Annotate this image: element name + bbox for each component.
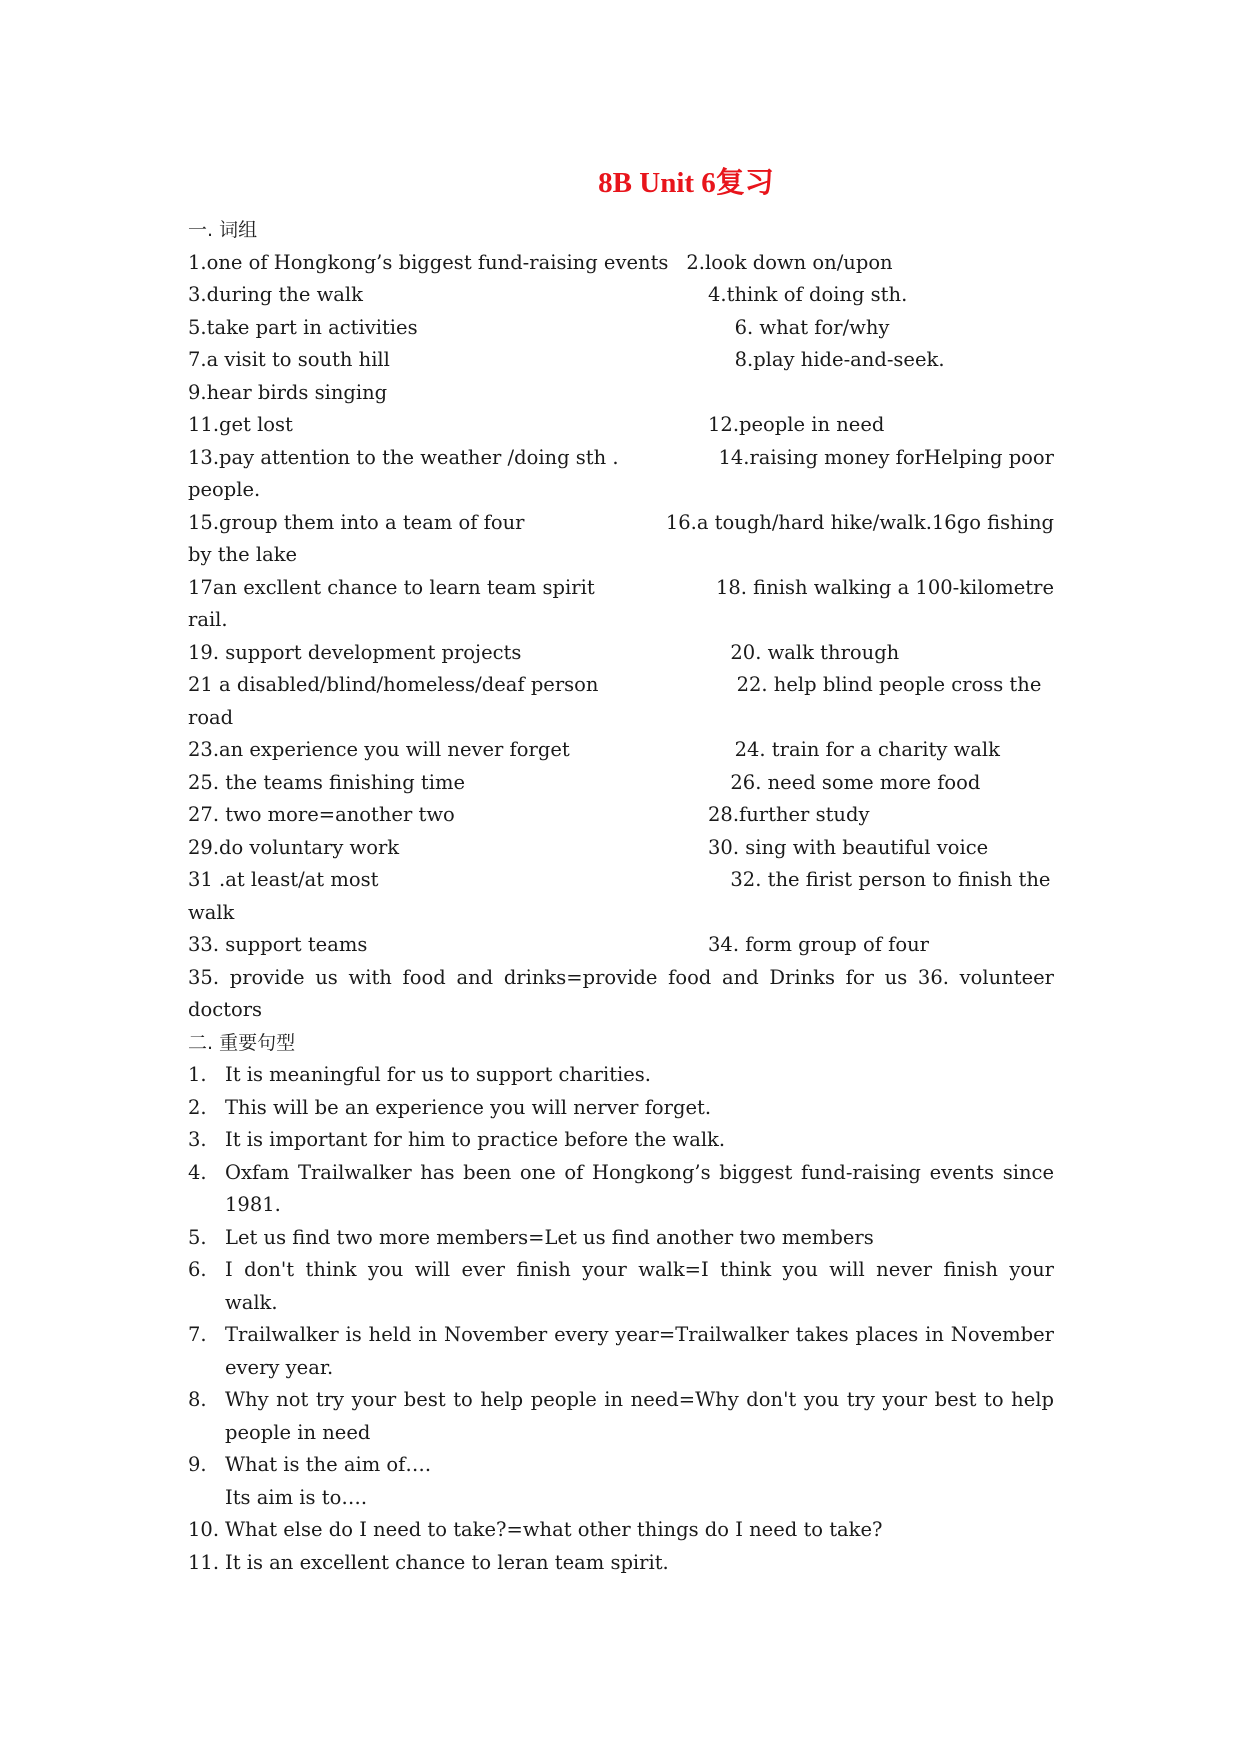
sentence-line: I don't think you will ever finish your walk=I think you will never finish your [225, 1258, 1054, 1281]
sentence-text [225, 1157, 1054, 1222]
phrase-right: 4.think of doing sth. [708, 283, 908, 306]
sentence-item [188, 1157, 1054, 1222]
phrase-row [188, 312, 1054, 345]
phrase-left: 33. support teams [188, 933, 368, 956]
phrase-left: 19. support development projects [188, 640, 522, 664]
document-page [188, 160, 1054, 1579]
phrase-right: 2.look down on/upon [674, 250, 893, 274]
phrase-left: 1.one of Hongkong’s biggest fund-raising events [188, 250, 669, 274]
sentence-line: It is important for him to practice before the walk. [225, 1128, 726, 1151]
sentence-text [225, 1124, 1054, 1157]
phrase-row [188, 409, 1054, 442]
sentence-line: every year. [225, 1355, 334, 1379]
phrase-right: 34. form group of four [708, 933, 929, 956]
sentence-item [188, 1449, 1054, 1514]
sentence-line: What else do I need to take?=what other things do I need to take? [225, 1518, 883, 1541]
phrase-left: 23.an experience you will never forget [188, 738, 570, 761]
phrase-row [188, 929, 1054, 962]
sentence-item [188, 1222, 1054, 1255]
sentence-line: It is an excellent chance to leran team spirit. [225, 1550, 669, 1574]
page-title: 8B Unit 6复习 [598, 167, 774, 199]
sentence-item [188, 1319, 1054, 1384]
sentence-line: walk. [225, 1290, 278, 1314]
sentence-line: Let us find two more members=Let us find another two members [225, 1225, 874, 1249]
sentence-line: 1981. [225, 1193, 281, 1216]
phrase-left: 3.during the walk [188, 283, 363, 306]
phrase-left: 5.take part in activities [188, 315, 418, 339]
phrase-row [188, 637, 1054, 670]
phrase-left: 17an excllent chance to learn team spirit [188, 575, 595, 599]
phrase-row [188, 669, 1054, 702]
phrase-row [188, 572, 1054, 605]
phrase-right: 26. need some more food [718, 770, 981, 794]
phrase-continuation: road [188, 705, 234, 729]
phrase-row [188, 734, 1054, 767]
sentence-text [225, 1254, 1054, 1319]
sentence-item [188, 1254, 1054, 1319]
phrase-right: 8.play hide-and-seek. [716, 348, 945, 371]
section-heading-phrases: 一. 词组 [188, 219, 258, 241]
phrase-right: 16.a tough/hard hike/walk.16go fishing [665, 510, 1054, 534]
sentence-number: 5. [188, 1225, 207, 1249]
phrase-right: 6. what for/why [716, 315, 890, 339]
sentence-number: 1. [188, 1063, 207, 1086]
sentence-text [225, 1384, 1054, 1449]
phrase-left: 11.get lost [188, 413, 293, 436]
sentence-line: What is the aim of…. [225, 1453, 432, 1476]
sentence-text [225, 1547, 1054, 1580]
sentence-text [225, 1222, 1054, 1255]
sentence-text [225, 1319, 1054, 1384]
phrase-right: 18. finish walking a 100-kilometre [703, 575, 1054, 599]
phrase-row [188, 799, 1054, 832]
phrase-left: 31 .at least/at most [188, 868, 379, 891]
phrase-row [188, 442, 1054, 475]
phrase-right: 24. train for a charity walk [716, 738, 1000, 761]
sentence-line: It is meaningful for us to support charities. [225, 1063, 652, 1086]
sentence-number: 9. [188, 1453, 207, 1476]
phrase-right: 12.people in need [708, 413, 885, 436]
sentence-number: 10. [188, 1518, 220, 1541]
sentence-line: people in need [225, 1420, 371, 1444]
sentence-line: Oxfam Trailwalker has been one of Hongkong’s biggest fund-raising events since [225, 1160, 1054, 1184]
sentence-item [188, 1384, 1054, 1449]
sentence-number: 11. [188, 1550, 220, 1574]
sentence-item [188, 1092, 1054, 1125]
sentence-item [188, 1514, 1054, 1547]
phrase-row [188, 864, 1054, 897]
sentence-line: Trailwalker is held in November every year=Trailwalker takes places in November [225, 1323, 1054, 1346]
phrase-row [188, 767, 1054, 800]
sentence-item [188, 1124, 1054, 1157]
sentence-text [225, 1092, 1054, 1125]
sentence-item [188, 1547, 1054, 1580]
phrase-continuation: rail. [188, 608, 228, 631]
phrase-list [188, 247, 1054, 1027]
phrase-left: 21 a disabled/blind/homeless/deaf person [188, 673, 599, 696]
sentence-number: 2. [188, 1095, 207, 1119]
phrase-left: 7.a visit to south hill [188, 348, 390, 371]
phrase-row [188, 279, 1054, 312]
sentence-line: This will be an experience you will nerver forget. [225, 1095, 712, 1119]
phrase-row: 35. provide us with food and drinks=provide food and Drinks for us 36. volunteer [188, 965, 1054, 989]
phrase-right: 20. walk through [718, 640, 900, 664]
phrase-right: 30. sing with beautiful voice [708, 835, 989, 859]
sentence-item [188, 1059, 1054, 1092]
phrase-right: 14.raising money forHelping poor [706, 445, 1054, 469]
phrase-row [188, 344, 1054, 377]
sentence-number: 3. [188, 1128, 207, 1151]
sentence-number: 6. [188, 1258, 207, 1281]
section-heading-sentences: 二. 重要句型 [188, 1031, 296, 1054]
sentence-text [225, 1059, 1054, 1092]
phrase-row [188, 247, 1054, 280]
phrase-continuation: by the lake [188, 543, 298, 566]
sentence-text [225, 1449, 1054, 1514]
phrase-row [188, 832, 1054, 865]
phrase-left: 13.pay attention to the weather /doing sth . [188, 445, 619, 469]
sentence-number: 4. [188, 1160, 207, 1184]
phrase-right: 22. help blind people cross the [718, 673, 1042, 696]
phrase-right: 28.further study [708, 803, 870, 826]
sentence-number: 8. [188, 1388, 207, 1411]
phrase-continuation: 9.hear birds singing [188, 380, 388, 404]
phrase-continuation: doctors [188, 998, 263, 1021]
sentence-number: 7. [188, 1323, 207, 1346]
phrase-left: 27. two more=another two [188, 803, 455, 826]
sentence-line: Its aim is to…. [225, 1485, 368, 1509]
phrase-continuation: walk [188, 900, 235, 924]
sentence-list [188, 1059, 1054, 1579]
sentence-line: Why not try your best to help people in need=Why don't you try your best to help [225, 1388, 1054, 1411]
phrase-row [188, 507, 1054, 540]
phrase-left: 25. the teams finishing time [188, 770, 465, 794]
phrase-left: 15.group them into a team of four [188, 510, 525, 534]
phrase-right: 32. the firist person to finish the [718, 868, 1051, 891]
sentence-text [225, 1514, 1054, 1547]
phrase-left: 29.do voluntary work [188, 835, 400, 859]
phrase-continuation: people. [188, 478, 261, 501]
